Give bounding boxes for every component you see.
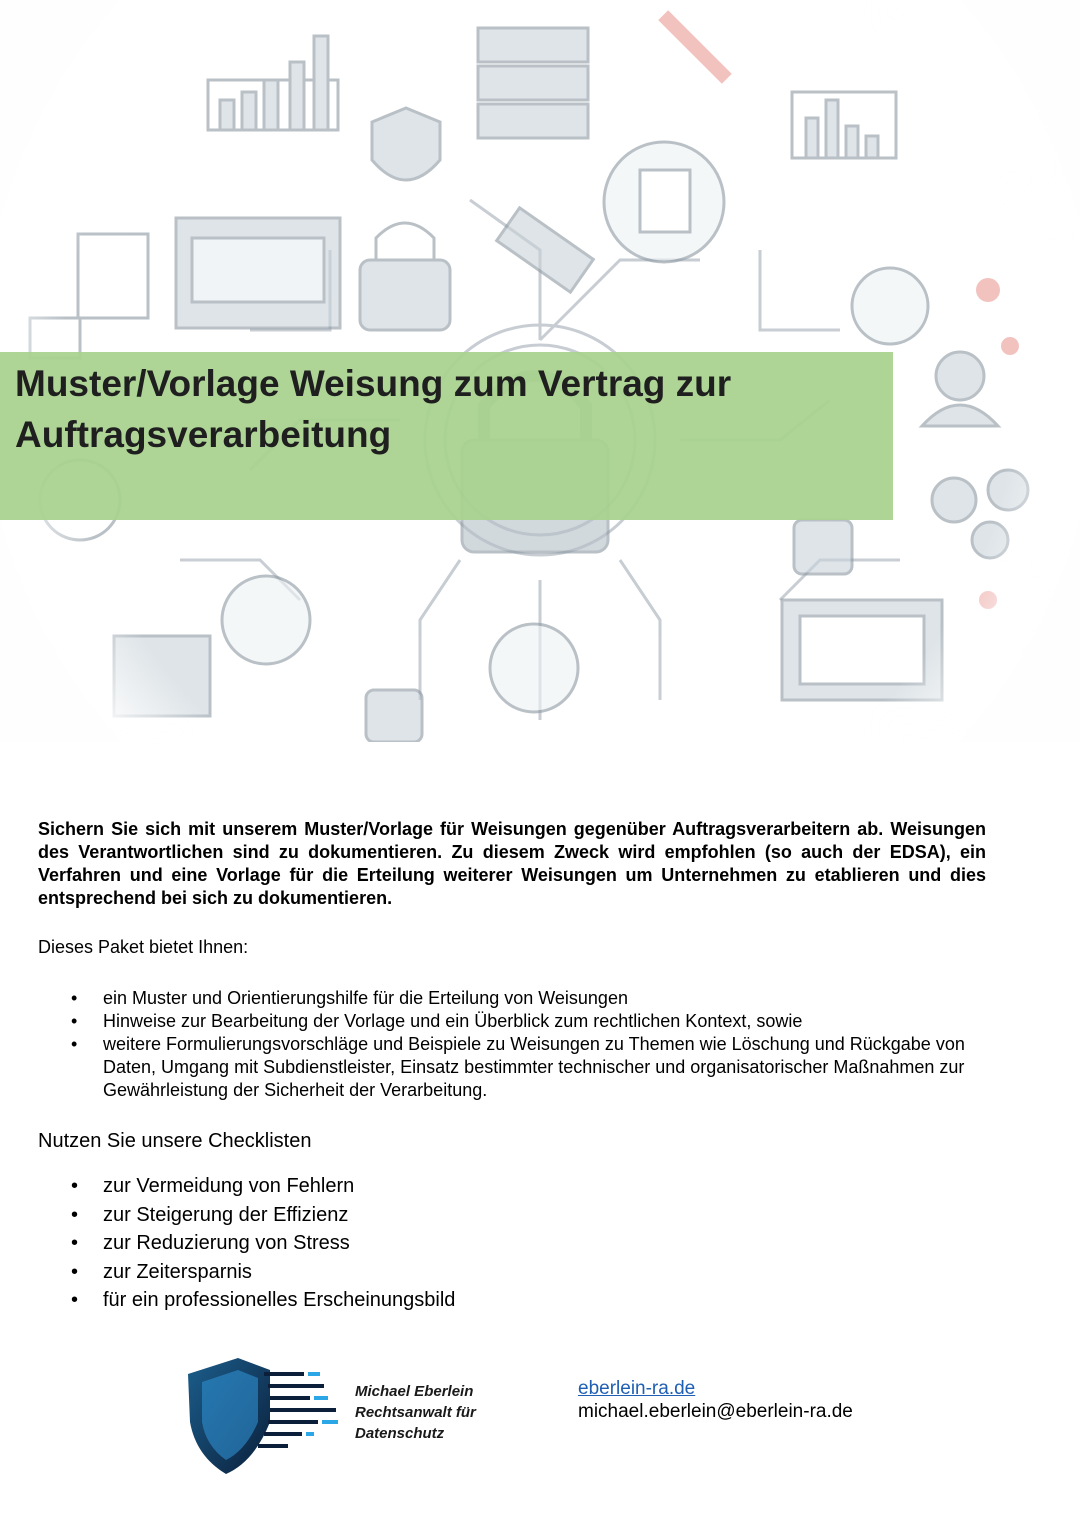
email-address: michael.eberlein@eberlein-ra.de bbox=[578, 1401, 853, 1422]
website-link[interactable]: eberlein-ra.de bbox=[578, 1378, 696, 1399]
author-title: Rechtsanwalt für bbox=[355, 1404, 476, 1421]
list-item: • weitere Formulierungsvorschläge und Beispiele zu Weisungen zu Themen wie Löschung und Rückgabe von Daten, Umgang mit Subdienstleister, Einsatz bestimmter technischer und organisatorischer Maßnahmen zur Gewährleistung der Sicherheit der Verarbeitung. bbox=[38, 1033, 986, 1102]
checklist-list bbox=[38, 1172, 986, 1315]
package-lead: Dieses Paket bietet Ihnen: bbox=[38, 937, 249, 957]
list-item: • zur Zeitersparnis bbox=[38, 1258, 986, 1287]
hero-illustration bbox=[0, 0, 1080, 742]
checklist-lead: Nutzen Sie unsere Checklisten bbox=[38, 1130, 312, 1152]
list-item: • zur Steigerung der Effizienz bbox=[38, 1201, 986, 1230]
contact-block bbox=[578, 1377, 853, 1423]
author-name: Michael Eberlein bbox=[355, 1383, 474, 1400]
main-content bbox=[38, 818, 986, 1311]
intro-paragraph: Sichern Sie sich mit unserem Muster/Vorlage für Weisungen gegenüber Auftragsverarbeitern ab. Weisungen des Verantwortlichen sind zu dokumentieren. Zu diesem Zweck wird empfohlen (so auch der EDSA), ein Verfahren und eine Vorlage für die Erteilung weiterer Weisungen um Unternehmen zu etablieren und dies entsprechend bei sich zu dokumentieren. bbox=[38, 819, 986, 908]
shield-logo-icon bbox=[178, 1352, 360, 1478]
list-item: • Hinweise zur Bearbeitung der Vorlage und ein Überblick zum rechtlichen Kontext, sowie bbox=[38, 1010, 986, 1033]
list-item: • zur Vermeidung von Fehlern bbox=[38, 1172, 986, 1201]
list-item: • zur Reduzierung von Stress bbox=[38, 1229, 986, 1258]
list-item: • ein Muster und Orientierungshilfe für die Erteilung von Weisungen bbox=[38, 987, 986, 1010]
page-title-line-1: Muster/Vorlage Weisung zum Vertrag zur bbox=[15, 363, 732, 404]
page-title-line-2: Auftragsverarbeitung bbox=[15, 414, 392, 455]
author-field: Datenschutz bbox=[355, 1425, 445, 1442]
page-title bbox=[15, 358, 875, 460]
author-block bbox=[355, 1381, 476, 1444]
list-item: • für ein professionelles Erscheinungsbild bbox=[38, 1286, 986, 1315]
package-list bbox=[38, 987, 986, 1102]
